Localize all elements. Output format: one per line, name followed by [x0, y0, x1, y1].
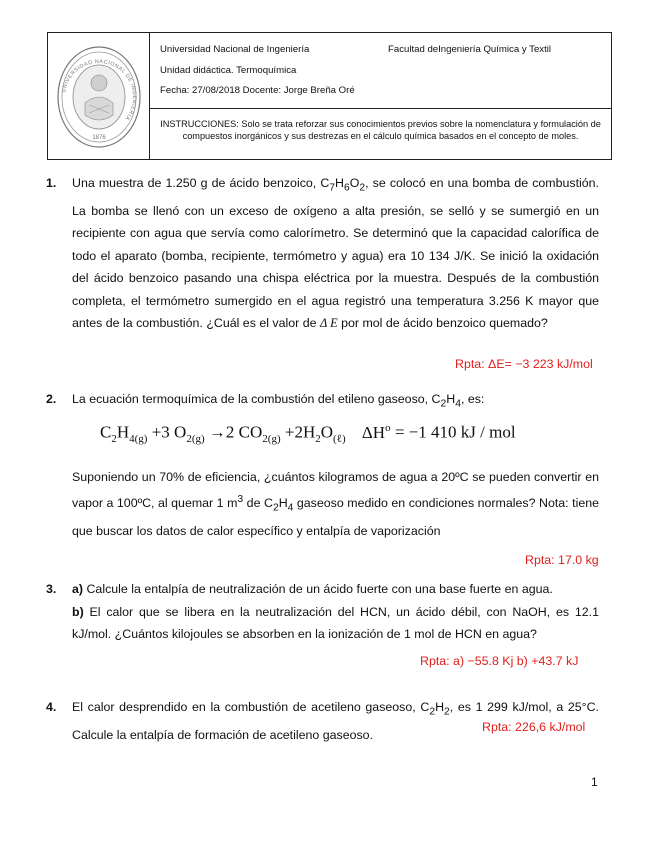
subscript: 2: [444, 706, 450, 718]
question-text: H: [278, 495, 288, 510]
question-number: 1.: [46, 176, 57, 190]
question-2-intro: [46, 388, 599, 416]
unit-title: Unidad didáctica. Termoquímica: [160, 65, 297, 76]
subscript: 6: [343, 182, 350, 194]
question-text: por mol de ácido benzoico quemado?: [337, 316, 548, 331]
question-2-body: [72, 466, 599, 542]
header-info-cell: [150, 33, 611, 109]
question-3: [46, 578, 599, 646]
subscript: 7: [329, 182, 336, 194]
question-text: El calor que se libera en la neutralización del HCN, un ácido débil, con NaOH, es 12.1 kJ/mol. ¿Cuántos kilojoules se absorben en la ionización de 1 mol de HCN en agua?: [72, 604, 599, 641]
question-text: La ecuación termoquímica de la combustión del etileno gaseoso, C: [72, 392, 441, 406]
instructions-cell: [150, 109, 611, 159]
question-text: de C: [243, 495, 273, 510]
part-label: b): [72, 604, 84, 619]
answer-3: Rpta: a) −55.8 Kj b) +43.7 kJ: [420, 654, 579, 668]
question-text: H: [446, 392, 456, 406]
subscript: 2: [359, 182, 366, 194]
subscript: 4: [455, 398, 461, 410]
answer-4: Rpta: 226,6 kJ/mol: [482, 720, 586, 734]
header-table: [47, 32, 612, 160]
question-text: , es 1 299 kJ/mol, a 25°C. Calcule la entalpía de formación de acetileno gaseoso.: [72, 700, 599, 742]
equation-term: +2H: [284, 422, 316, 442]
subscript: 2: [429, 706, 436, 718]
university-seal-logo: [56, 43, 142, 151]
superscript: o: [385, 422, 391, 434]
seal-ring-text: UNIVERSIDAD NACIONAL DE INGENIERIA: [61, 58, 138, 122]
date-teacher-line: Fecha: 27/08/2018 Docente: Jorge Breña Oré: [160, 85, 355, 96]
equation-term: C: [100, 422, 112, 442]
page-number: 1: [591, 775, 598, 789]
question-number: 4.: [46, 700, 57, 714]
question-text: El calor desprendido en la combustión de acetileno gaseoso, C: [72, 700, 430, 714]
instructions-text: INSTRUCCIONES: Solo se trata reforzar sus conocimientos previos sobre la nomenclatura y formulación de compuestos inorgánicos y sus destrezas en el cálculo química basados en el concepto de moles.: [160, 119, 601, 141]
subscript: 2(g): [262, 433, 281, 446]
equation-term: +3 O: [151, 422, 187, 442]
question-text: H: [335, 176, 344, 190]
subscript: 2: [440, 398, 447, 410]
superscript: 3: [237, 493, 244, 505]
enthalpy-value: = −1 410 kJ / mol: [394, 422, 516, 442]
equation-term: O: [320, 422, 334, 442]
subscript: 2: [111, 433, 117, 446]
subscript: 2(g): [186, 433, 205, 446]
thermochemical-equation: [100, 422, 516, 445]
question-text: gaseoso medido en condiciones normales? Nota: tiene que buscar los datos de calor específico y entalpía de vaporización: [72, 495, 600, 538]
faculty-name: Facultad deIngeniería Química y Textil: [388, 44, 551, 55]
question-text: Calcule la entalpía de neutralización de un ácido fuerte con una base fuerte en agua.: [83, 582, 553, 596]
question-3-part-b: [72, 601, 599, 646]
university-name: Universidad Nacional de Ingeniería: [160, 44, 310, 55]
question-text: , se colocó en una bomba de combustión. La bomba se llenó con un exceso de oxígeno a alta presión, se selló y se sumergió en un recipiente con agua que servía como calorímetro. Se determinó que la capacidad calorífica de todo el aparato (bomba, recipiente, termómetro y agua) era 10 134 J/K. Se inició la oxidación del ácido benzoico pasando una chispa eléctrica por la muestra. Después de la combustión completa, el termómetro sumergido en el agua registró una temperatura 3.256 K mayor que antes de la combustión. ¿Cuál es el valor de: [72, 176, 599, 331]
question-number: 2.: [46, 392, 57, 406]
question-text: Una muestra de 1.250 g de ácido benzoico, C: [72, 176, 330, 190]
subscript: 4(g): [129, 433, 148, 446]
question-text: Suponiendo un 70% de eficiencia, ¿cuántos kilogramos de agua a 20ºC se pueden convertir en vapor a 100ºC, al quemar 1 m: [72, 470, 599, 510]
question-1: [46, 172, 599, 335]
subscript: (ℓ): [333, 433, 346, 446]
question-number: 3.: [46, 582, 57, 596]
answer-2: Rpta: 17.0 kg: [525, 553, 599, 567]
answer-1: Rpta: ΔE= −3 223 kJ/mol: [455, 357, 593, 371]
question-text: O: [349, 176, 360, 190]
subscript: 2: [272, 502, 279, 514]
question-text: , es:: [460, 392, 485, 406]
subscript: 4: [287, 502, 294, 514]
subscript: 2: [315, 433, 321, 446]
part-label: a): [72, 582, 84, 596]
equation-term: →2 CO: [208, 422, 263, 442]
enthalpy-symbol: ΔH: [361, 422, 386, 442]
delta-e-symbol: Δ E: [319, 316, 338, 331]
equation-term: H: [116, 422, 130, 442]
seal-year: 1876: [92, 135, 106, 141]
question-text: H: [435, 700, 445, 714]
question-3-part-a: [72, 578, 599, 601]
logo-cell: [48, 33, 150, 159]
